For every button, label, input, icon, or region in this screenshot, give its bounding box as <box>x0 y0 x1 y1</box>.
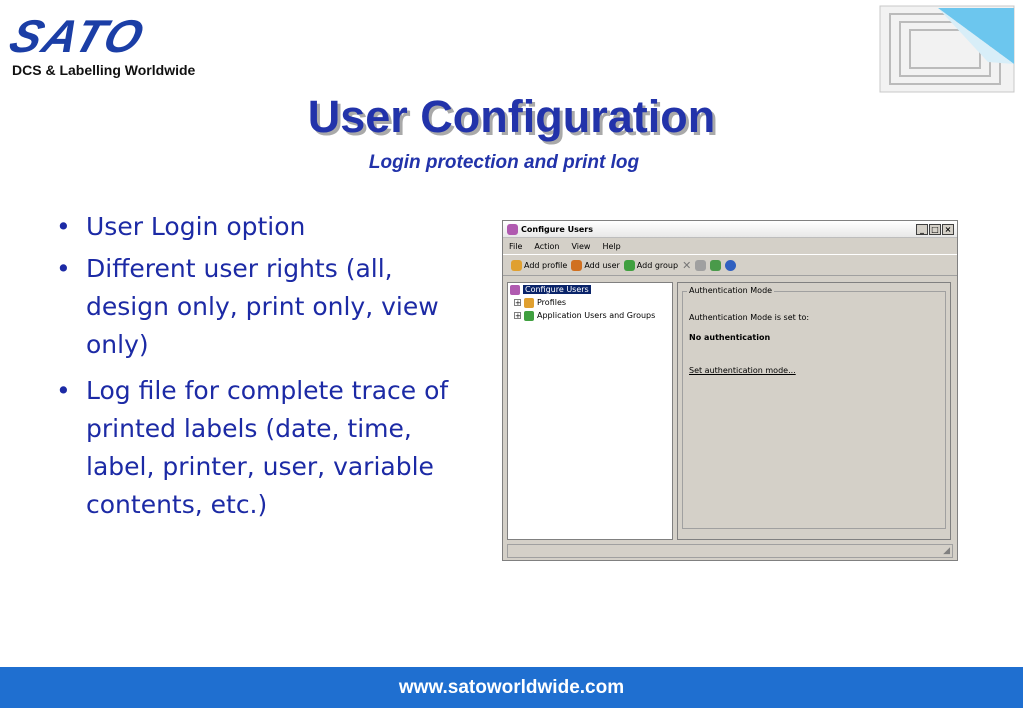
user-icon <box>571 260 582 271</box>
bullet-item: • Different user rights (all, design only, print only, view only) <box>56 250 456 364</box>
menu-bar <box>503 238 957 254</box>
window-titlebar <box>503 221 957 238</box>
minimize-button[interactable]: _ <box>916 224 928 235</box>
add-group-button[interactable]: Add group <box>624 260 678 271</box>
bullet-dot-icon: • <box>56 376 71 405</box>
add-user-button[interactable]: Add user <box>571 260 619 271</box>
tree-item-application-users[interactable]: + Application Users and Groups <box>515 311 656 320</box>
delete-icon[interactable]: ✕ <box>682 258 692 272</box>
profiles-icon <box>524 298 534 308</box>
authentication-mode-group <box>682 286 946 529</box>
app-icon <box>507 224 518 235</box>
footer-bar <box>0 667 1023 708</box>
menu-help[interactable]: Help <box>602 241 621 251</box>
window-title: Configure Users <box>521 224 593 234</box>
bullet-item: • User Login option <box>56 208 456 246</box>
tree-item-configure-users[interactable]: Configure Users <box>508 283 672 296</box>
bullet-item: • Log file for complete trace of printed labels (date, time, label, printer, user, variable contents, etc.) <box>56 372 456 524</box>
bullet-dot-icon: • <box>56 212 71 241</box>
maximize-button[interactable]: □ <box>929 224 941 235</box>
menu-file[interactable]: File <box>509 241 523 251</box>
expand-icon[interactable]: + <box>515 312 521 320</box>
properties-icon[interactable] <box>695 260 706 271</box>
menu-view[interactable]: View <box>571 241 591 251</box>
tree-view <box>507 282 673 540</box>
users-groups-icon <box>524 311 534 321</box>
tree-item-profiles[interactable]: + Profiles <box>515 298 567 307</box>
mode-label: Authentication Mode is set to: <box>689 313 810 322</box>
footer-url[interactable]: www.satoworldwide.com <box>398 677 625 698</box>
menu-action[interactable]: Action <box>534 241 560 251</box>
group-title: Authentication Mode <box>689 286 773 295</box>
configure-users-window <box>502 220 958 561</box>
resize-grip-icon[interactable]: ◢ <box>943 546 950 556</box>
details-pane <box>677 282 951 540</box>
refresh-icon[interactable] <box>710 260 721 271</box>
page-title: User Configuration <box>307 91 716 142</box>
add-profile-button[interactable]: Add profile <box>511 260 567 271</box>
rfid-label-graphic <box>878 4 1018 96</box>
profile-icon <box>511 260 522 271</box>
configure-users-icon <box>510 285 520 295</box>
expand-icon[interactable]: + <box>515 299 521 307</box>
set-authentication-link[interactable]: Set authentication mode... <box>689 366 796 375</box>
page-subtitle: Login protection and print log <box>368 152 640 173</box>
help-icon[interactable] <box>725 260 736 271</box>
bullet-list <box>56 208 456 524</box>
logo-tagline: DCS & Labelling Worldwide <box>12 62 196 78</box>
group-icon <box>624 260 635 271</box>
mode-value: No authentication <box>689 333 771 342</box>
window-controls <box>916 224 954 235</box>
close-button[interactable]: × <box>942 224 954 235</box>
content-panes <box>507 282 951 542</box>
toolbar <box>503 254 957 276</box>
logo-wordmark: SATO <box>3 10 152 62</box>
sato-logo <box>3 10 220 82</box>
status-bar <box>507 544 953 558</box>
bullet-dot-icon: • <box>56 254 71 283</box>
